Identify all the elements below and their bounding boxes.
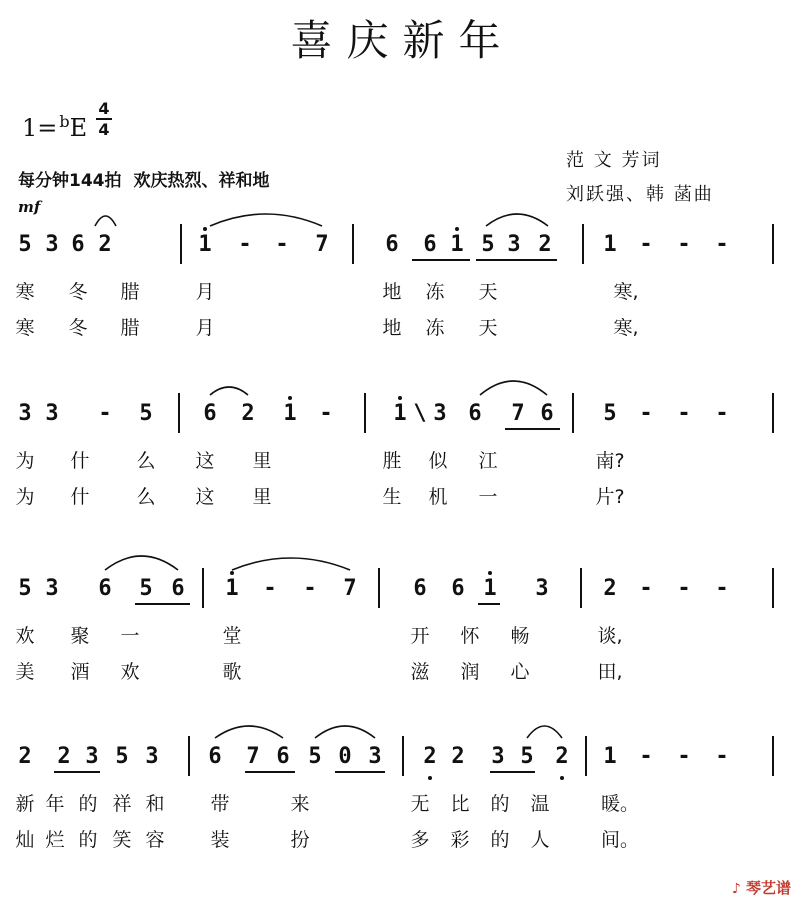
lyric-syllable: 里	[252, 486, 272, 508]
watermark	[732, 877, 791, 898]
note: 1	[450, 232, 464, 257]
flat-sign: b	[59, 112, 70, 131]
dash-note: -	[639, 576, 653, 601]
dash-note: -	[275, 232, 289, 257]
note: 0	[338, 744, 352, 769]
dash-note: -	[715, 401, 729, 426]
note: 2	[538, 232, 552, 257]
lyric-syllable: 月	[195, 317, 215, 339]
note: 3	[18, 401, 32, 426]
lyric-syllable: 装	[210, 829, 230, 851]
note: 1	[483, 576, 497, 601]
note: 3	[85, 744, 99, 769]
dash-note: -	[715, 576, 729, 601]
lyric-syllable: 灿	[15, 829, 35, 851]
dash-note: -	[98, 401, 112, 426]
note: 7	[511, 401, 525, 426]
lyric-syllable: 为	[15, 486, 35, 508]
lyric-syllable: 扮	[290, 829, 310, 851]
lyric-syllable: 怀	[460, 625, 480, 647]
note: 5	[520, 744, 534, 769]
lyric-syllable: 聚	[70, 625, 90, 647]
note: 6	[276, 744, 290, 769]
dynamic-mf: mf	[18, 198, 41, 216]
slur	[210, 387, 248, 395]
lyric-syllable: 腊	[120, 281, 140, 303]
lyric-syllable: 的	[490, 793, 510, 815]
lyric-syllable: 烂	[45, 829, 65, 851]
lyric-syllable: 冬	[68, 281, 88, 303]
lyric-syllable: 似	[428, 450, 448, 472]
song-title: 喜庆新年	[290, 16, 515, 65]
note: 6	[203, 401, 217, 426]
lyric-syllable: 欢	[120, 661, 140, 683]
note: 3	[433, 401, 447, 426]
note: 3	[368, 744, 382, 769]
dash-note: -	[715, 232, 729, 257]
lyric-syllable: 地	[382, 317, 402, 339]
note: 6	[468, 401, 482, 426]
lyric-syllable: 什	[70, 486, 90, 508]
slur	[210, 214, 322, 226]
lyric-syllable: 多	[410, 829, 430, 851]
note: 1	[225, 576, 239, 601]
lyric-syllable: 畅	[510, 625, 530, 647]
time-signature-top: 4	[98, 99, 110, 118]
lyric-syllable: 新	[15, 793, 35, 815]
lyric-syllable: 的	[490, 829, 510, 851]
lyric-syllable: 什	[70, 450, 90, 472]
lyric-syllable: 温	[530, 793, 550, 815]
lyric-syllable: 美	[15, 661, 35, 683]
lyric-syllable: 笑	[112, 829, 132, 851]
dash-note: -	[677, 232, 691, 257]
slur	[215, 726, 283, 738]
lyric-syllable: 间。	[600, 829, 640, 851]
note: 6	[171, 576, 185, 601]
lyric-syllable: 滋	[410, 661, 430, 683]
lyric-syllable: 无	[410, 793, 430, 815]
lyric-syllable: 冻	[425, 317, 445, 339]
dash-note: -	[677, 576, 691, 601]
note: 2	[423, 744, 437, 769]
lyric-syllable: 田,	[597, 661, 623, 683]
lyric-syllable: 月	[195, 281, 215, 303]
note: 1	[393, 401, 407, 426]
watermark-logo-icon: ♪	[731, 881, 741, 897]
note: 7	[343, 576, 357, 601]
dash-note: -	[677, 744, 691, 769]
note: 5	[139, 401, 153, 426]
note: 2	[57, 744, 71, 769]
note: 5	[139, 576, 153, 601]
note: 6	[540, 401, 554, 426]
lyric-syllable: 天	[478, 281, 498, 303]
note: 1	[603, 744, 617, 769]
lyric-syllable: 人	[530, 829, 550, 851]
note: 2	[451, 744, 465, 769]
dash-note: -	[639, 401, 653, 426]
dash-note: -	[319, 401, 333, 426]
tempo-bpm: 每分钟144拍	[18, 171, 122, 191]
lyric-syllable: 冬	[68, 317, 88, 339]
note: 3	[145, 744, 159, 769]
note: 3	[45, 232, 59, 257]
slur	[232, 558, 350, 570]
dash-note: -	[238, 232, 252, 257]
lyric-syllable: 一	[478, 486, 498, 508]
lyric-syllable: 里	[252, 450, 272, 472]
lyric-syllable: 寒	[15, 281, 35, 303]
composer-credit: 刘跃强、韩 菡曲	[566, 184, 714, 205]
lyric-syllable: 润	[460, 661, 480, 683]
note: 6	[71, 232, 85, 257]
note: 3	[491, 744, 505, 769]
note: 2	[603, 576, 617, 601]
slur	[95, 216, 116, 226]
note: 1	[198, 232, 212, 257]
dash-note: -	[677, 401, 691, 426]
note: 1	[603, 232, 617, 257]
slur	[480, 381, 547, 395]
lyric-syllable: 的	[78, 829, 98, 851]
lyric-syllable: 这	[195, 486, 215, 508]
lyric-syllable: 寒,	[613, 317, 639, 339]
lyric-syllable: 谈,	[597, 625, 623, 647]
note: 5	[308, 744, 322, 769]
note: 2	[18, 744, 32, 769]
dash-note: -	[263, 576, 277, 601]
lyric-syllable: 和	[145, 793, 165, 815]
dash-note: -	[639, 744, 653, 769]
note: 3	[507, 232, 521, 257]
slur	[315, 726, 375, 738]
dash-note: -	[303, 576, 317, 601]
lyric-syllable: 天	[478, 317, 498, 339]
lyric-syllable: 心	[510, 661, 530, 683]
lyric-syllable: 么	[136, 486, 156, 508]
lyric-syllable: 生	[382, 486, 402, 508]
note: 6	[385, 232, 399, 257]
slur	[105, 556, 178, 570]
lyric-syllable: 南?	[595, 450, 625, 472]
lyric-syllable: 地	[382, 281, 402, 303]
lyric-syllable: 为	[15, 450, 35, 472]
lyricist-credit: 范 文 芳词	[566, 150, 662, 171]
lyric-syllable: 么	[136, 450, 156, 472]
tempo-mood: 欢庆热烈、祥和地	[133, 171, 270, 191]
slur	[527, 726, 562, 738]
lyric-syllable: 歌	[222, 661, 242, 683]
note: 2	[555, 744, 569, 769]
lyric-syllable: 比	[450, 793, 470, 815]
lyric-syllable: 一	[120, 625, 140, 647]
note: 6	[98, 576, 112, 601]
lyric-syllable: 开	[410, 625, 430, 647]
lyric-syllable: 的	[78, 793, 98, 815]
lyric-syllable: 欢	[15, 625, 35, 647]
watermark-text: 琴艺谱	[745, 879, 791, 897]
note: 3	[535, 576, 549, 601]
note: 2	[98, 232, 112, 257]
lyric-syllable: 来	[290, 793, 310, 815]
lyric-syllable: 这	[195, 450, 215, 472]
note: 5	[115, 744, 129, 769]
dash-note: -	[715, 744, 729, 769]
lyric-syllable: 寒	[15, 317, 35, 339]
lyric-syllable: 酒	[70, 661, 90, 683]
note: 6	[451, 576, 465, 601]
lyric-syllable: 祥	[112, 793, 132, 815]
note: 6	[208, 744, 222, 769]
lyric-syllable: 容	[145, 829, 165, 851]
lyric-syllable: 腊	[120, 317, 140, 339]
lyric-syllable: 寒,	[613, 281, 639, 303]
key-prefix: 1=	[22, 114, 58, 142]
slur	[486, 214, 548, 226]
lyric-syllable: 暖。	[600, 793, 640, 815]
note: 1	[283, 401, 297, 426]
lyric-syllable: 彩	[450, 829, 470, 851]
note: 7	[315, 232, 329, 257]
lyric-syllable: 年	[45, 793, 65, 815]
lyric-syllable: 堂	[222, 625, 242, 647]
time-signature-bottom: 4	[98, 120, 110, 139]
lyric-syllable: 胜	[382, 450, 402, 472]
note: 6	[423, 232, 437, 257]
lyric-syllable: 江	[478, 450, 498, 472]
note: 7	[246, 744, 260, 769]
note: 5	[18, 232, 32, 257]
note: 5	[18, 576, 32, 601]
note: 3	[45, 576, 59, 601]
lyric-syllable: 片?	[595, 486, 625, 508]
key-note: E	[69, 114, 88, 142]
note: 5	[603, 401, 617, 426]
note: 5	[481, 232, 495, 257]
lyric-syllable: 冻	[425, 281, 445, 303]
note: 2	[241, 401, 255, 426]
note: 3	[45, 401, 59, 426]
note: 6	[413, 576, 427, 601]
lyric-syllable: 机	[428, 486, 448, 508]
note: \	[413, 401, 427, 426]
dash-note: -	[639, 232, 653, 257]
lyric-syllable: 带	[210, 793, 230, 815]
